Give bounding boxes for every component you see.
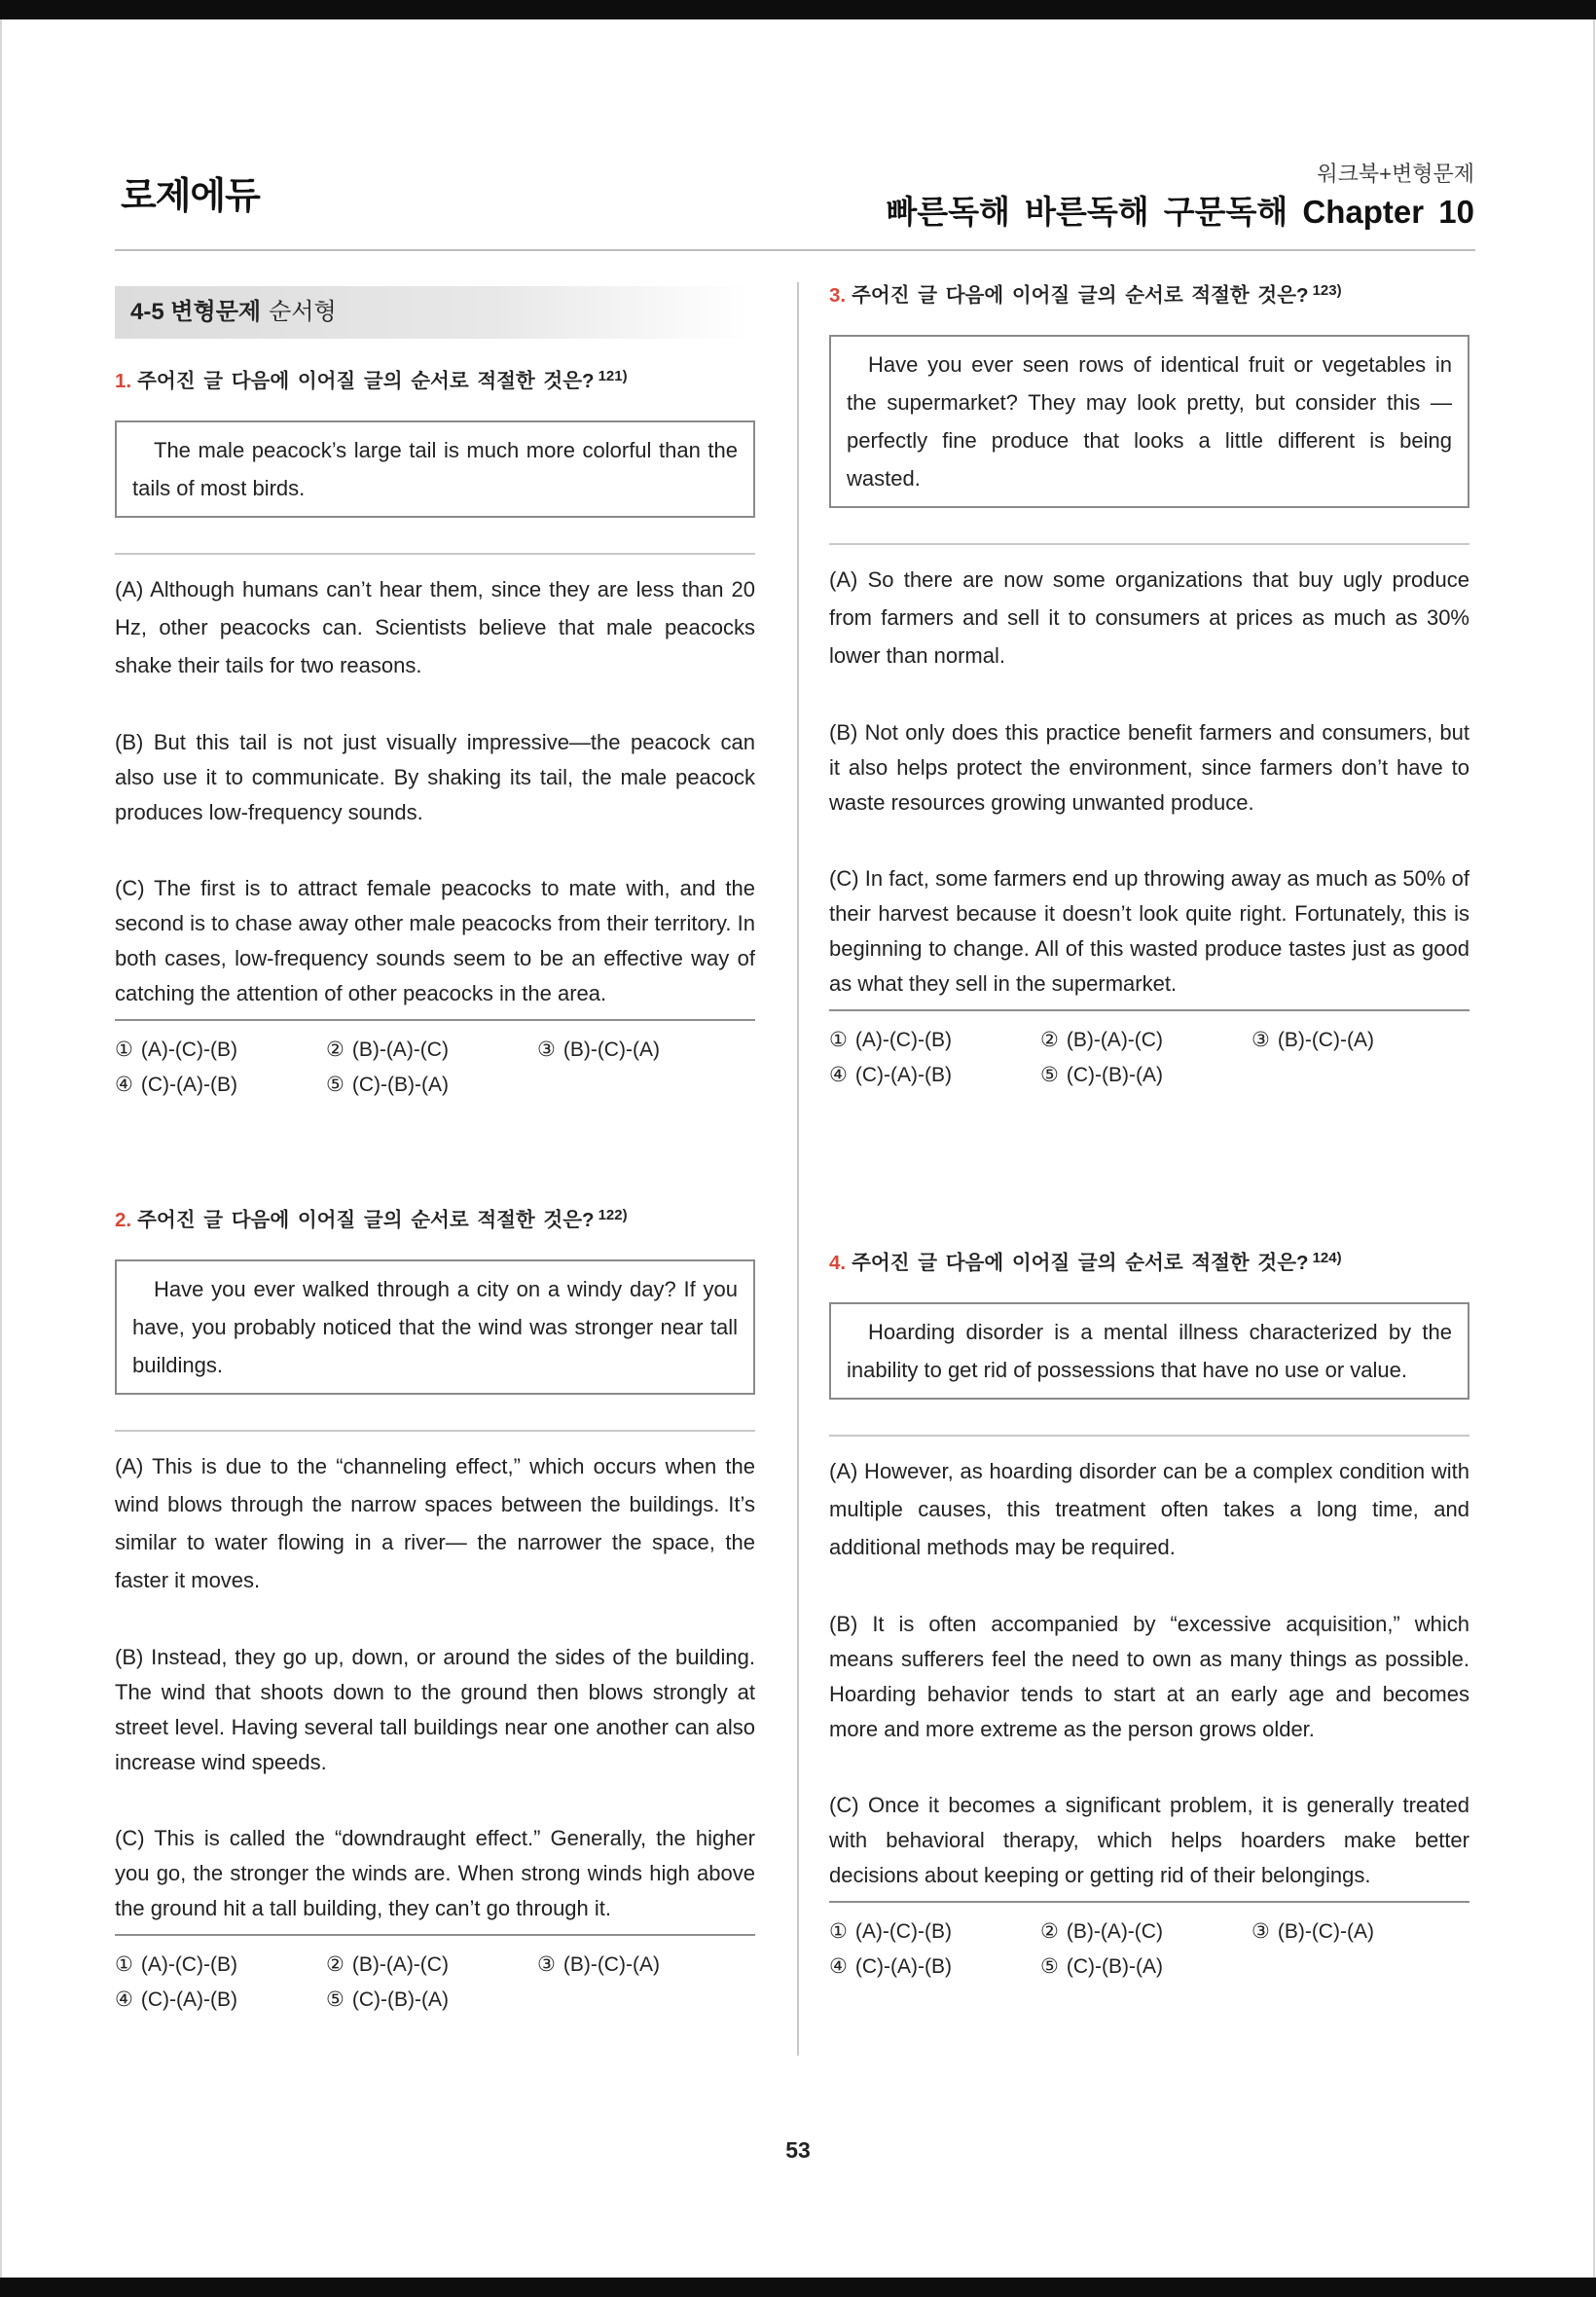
passage-b: (B) Not only does this practice benefit farmers and consumers, but it also helps protect the environment, since farmers don’t have to waste resources growing unwanted produce. [829,720,1469,815]
header-divider [115,249,1475,251]
separator [829,1901,1469,1903]
question-prompt: 주어진 글 다음에 이어질 글의 순서로 적절한 것은? [137,370,595,392]
section-banner [115,286,747,339]
answer-options [115,1948,755,2018]
passage-a: (A) However, as hoarding disorder can be a complex condition with multiple causes, this treatment often takes a long time, and additional methods may be required. [829,1459,1469,1559]
option-2[interactable]: ② (B)-(A)-(C) [1040,1029,1163,1051]
brand-logo: 로제에듀 [121,176,260,217]
question-number: 2. [115,1209,132,1231]
given-text-box [115,1259,755,1395]
separator [829,1435,1469,1437]
bottom-bar [0,2278,1596,2297]
question-header [829,278,1469,315]
separator [115,1934,755,1936]
question-header [829,1246,1469,1283]
question-header [115,364,755,401]
option-2[interactable]: ② (B)-(A)-(C) [326,1039,449,1061]
given-text-box [829,1302,1469,1400]
header-title: 빠른독해 바른독해 구문독해 Chapter 10 [886,194,1474,230]
question-ref: 124) [1312,1250,1342,1266]
option-1[interactable]: ① (A)-(C)-(B) [115,1953,237,1976]
question-header [115,1203,755,1240]
question-ref: 121) [598,368,628,384]
page-edge-left [0,19,2,2278]
passage-a: (A) This is due to the “channeling effect,” which occurs when the wind blows through the narrow spaces between the buildings. It’s similar to water flowing in a river— the narrower the space, the faster it moves. [115,1454,755,1592]
option-4[interactable]: ④ (C)-(A)-(B) [829,1064,952,1086]
passage-b: (B) But this tail is not just visually impressive—the peacock can also use it to communicate. By shaking its tail, the male peacock produces low-frequency sounds. [115,730,755,824]
option-3[interactable]: ③ (B)-(C)-(A) [537,1953,660,1976]
separator [115,1019,755,1021]
question-number: 4. [829,1252,847,1274]
option-1[interactable]: ① (A)-(C)-(B) [829,1029,952,1051]
option-4[interactable]: ④ (C)-(A)-(B) [829,1955,952,1978]
given-text: Hoarding disorder is a mental illness characterized by the inability to get rid of possessions that have no use or value. [847,1320,1452,1382]
option-1[interactable]: ① (A)-(C)-(B) [115,1039,237,1061]
passage-c: (C) This is called the “downdraught effect.” Generally, the higher you go, the stronger the winds are. When strong winds high above the ground hit a tall building, they can’t go through it. [115,1826,755,1920]
answer-options [829,1023,1469,1093]
question-ref: 123) [1312,282,1342,299]
option-3[interactable]: ③ (B)-(C)-(A) [1251,1029,1374,1051]
section-type: 순서형 [269,299,337,325]
question-number: 1. [115,370,132,392]
question-2 [115,1203,755,2018]
option-3[interactable]: ③ (B)-(C)-(A) [1251,1920,1374,1943]
answer-options [115,1033,755,1103]
question-prompt: 주어진 글 다음에 이어질 글의 순서로 적절한 것은? [852,1252,1309,1274]
option-5[interactable]: ⑤ (C)-(B)-(A) [326,1074,449,1096]
option-4[interactable]: ④ (C)-(A)-(B) [115,1988,237,2011]
page-edge-right [1593,19,1595,2278]
separator [115,1430,755,1432]
question-4 [829,1246,1469,1985]
separator [829,543,1469,545]
option-4[interactable]: ④ (C)-(A)-(B) [115,1074,237,1096]
question-3 [829,278,1469,1093]
given-text: Have you ever seen rows of identical fruit or vegetables in the supermarket? They may look pretty, but consider this — perfectly fine produce that looks a little different is being wasted. [847,352,1452,491]
separator [829,1009,1469,1011]
given-text-box [115,420,755,518]
page-number: 53 [785,2137,811,2163]
header-subtitle: 워크북+변형문제 [1317,162,1474,186]
question-number: 3. [829,284,847,307]
section-label: 4-5 변형문제 [130,299,262,325]
option-1[interactable]: ① (A)-(C)-(B) [829,1920,952,1943]
column-divider [797,282,799,2056]
option-2[interactable]: ② (B)-(A)-(C) [326,1953,449,1976]
passage-a: (A) Although humans can’t hear them, since they are less than 20 Hz, other peacocks can. Scientists believe that male peacocks shake their tails for two reasons. [115,577,755,677]
passage-b: (B) Instead, they go up, down, or around the sides of the building. The wind that shoots down to the ground then blows strongly at street level. Having several tall buildings near one another can also increase wind speeds. [115,1645,755,1774]
passage-c: (C) Once it becomes a significant problem, it is generally treated with behavioral therapy, which helps hoarders make better decisions about keeping or getting rid of their belongings. [829,1793,1469,1887]
passage-b: (B) It is often accompanied by “excessive acquisition,” which means sufferers feel the need to own as many things as possible. Hoarding behavior tends to start at an early age and becomes more and more extreme as the person grows older. [829,1612,1469,1741]
separator [115,553,755,555]
passage-a: (A) So there are now some organizations that buy ugly produce from farmers and sell it to consumers at prices as much as 30% lower than normal. [829,567,1469,668]
option-5[interactable]: ⑤ (C)-(B)-(A) [1040,1064,1163,1086]
top-bar [0,0,1596,19]
option-3[interactable]: ③ (B)-(C)-(A) [537,1039,660,1061]
answer-options [829,1914,1469,1985]
option-5[interactable]: ⑤ (C)-(B)-(A) [1040,1955,1163,1978]
option-5[interactable]: ⑤ (C)-(B)-(A) [326,1988,449,2011]
given-text: Have you ever walked through a city on a windy day? If you have, you probably noticed that the wind was stronger near tall buildings. [132,1277,738,1377]
option-2[interactable]: ② (B)-(A)-(C) [1040,1920,1163,1943]
given-text-box [829,335,1469,508]
passage-c: (C) In fact, some farmers end up throwing away as much as 50% of their harvest because it doesn’t look quite right. Fortunately, this is beginning to change. All of this wasted produce tastes just as good as what they sell in the supermarket. [829,866,1469,996]
question-prompt: 주어진 글 다음에 이어질 글의 순서로 적절한 것은? [852,284,1309,307]
question-ref: 122) [598,1207,628,1223]
given-text: The male peacock’s large tail is much more colorful than the tails of most birds. [132,438,738,500]
question-1 [115,364,755,1103]
passage-c: (C) The first is to attract female peacocks to mate with, and the second is to chase away other male peacocks from their territory. In both cases, low-frequency sounds seem to be an effective way of catching the attention of other peacocks in the area. [115,876,755,1005]
question-prompt: 주어진 글 다음에 이어질 글의 순서로 적절한 것은? [137,1209,595,1231]
